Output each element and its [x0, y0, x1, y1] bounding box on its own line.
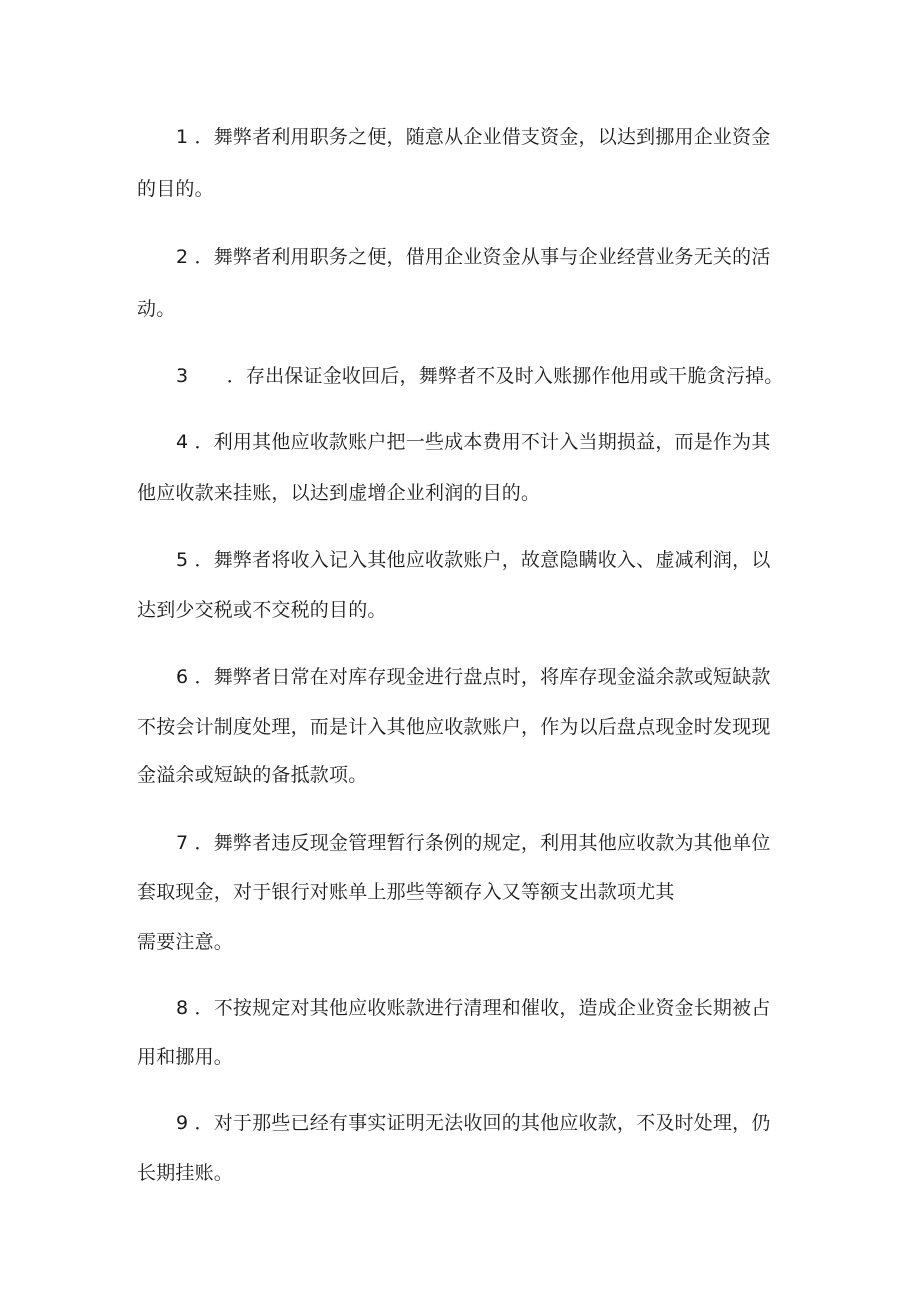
item-8-line-2: 用和挪用。 [137, 1046, 234, 1068]
item-2-line-2: 动。 [137, 298, 176, 320]
item-6-line-2: 不按会计制度处理，而是计入其他应收款账户，作为以后盘点现金时发现现 [137, 716, 771, 738]
item-7-line-1: 7 ．舞弊者违反现金管理暂行条例的规定，利用其他应收款为其他单位 [176, 832, 771, 854]
item-3-line-1: 3 ．存出保证金收回后，舞弊者不及时入账挪作他用或干脆贪污掉。 [176, 365, 784, 387]
item-6-line-1: 6 ．舞弊者日常在对库存现金进行盘点时，将库存现金溢余款或短缺款 [176, 666, 771, 688]
item-6-line-3: 金溢余或短缺的备抵款项。 [137, 764, 368, 786]
item-9-line-2: 长期挂账。 [137, 1162, 234, 1184]
item-7-line-2: 套取现金，对于银行对账单上那些等额存入又等额支出款项尤其 [137, 881, 675, 903]
item-5-line-2: 达到少交税或不交税的目的。 [137, 599, 387, 621]
item-8-line-1: 8 ．不按规定对其他应收账款进行清理和催收，造成企业资金长期被占 [176, 997, 771, 1019]
item-4-line-1: 4 ．利用其他应收款账户把一些成本费用不计入当期损益，而是作为其 [176, 431, 771, 453]
item-5-line-1: 5 ．舞弊者将收入记入其他应收款账户，故意隐瞒收入、虚减利润，以 [176, 549, 771, 571]
item-1-line-2: 的目的。 [137, 178, 214, 200]
item-9-line-1: 9 ．对于那些已经有事实证明无法收回的其他应收款，不及时处理，仍 [176, 1112, 771, 1134]
item-4-line-2: 他应收款来挂账，以达到虚增企业利润的目的。 [137, 482, 541, 504]
item-7-line-3: 需要注意。 [137, 931, 234, 953]
item-2-line-1: 2 ．舞弊者利用职务之便，借用企业资金从事与企业经营业务无关的活 [176, 246, 771, 268]
item-1-line-1: 1 ．舞弊者利用职务之便，随意从企业借支资金，以达到挪用企业资金 [176, 126, 771, 148]
